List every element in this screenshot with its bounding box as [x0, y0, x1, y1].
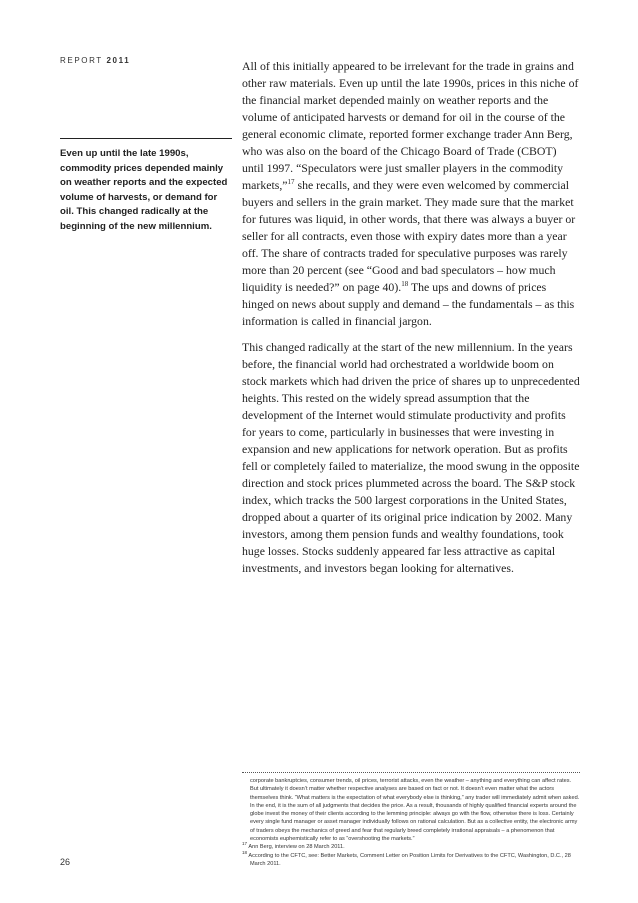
pull-quote: Even up until the late 1990s, commodity prices depended mainly on weather reports and the expected volume of harvests, or demand for oil. This changed radically at the beginning of the new millennium. — [60, 138, 232, 235]
footnote-ref-17: 17 — [287, 178, 295, 187]
footnote-number: 18 — [242, 849, 248, 855]
header-label: REPORT — [60, 56, 103, 65]
paragraph-1-part-c: The ups and downs of prices hinged on news about supply and demand – the fundamentals – as this information is called in financial jargon. — [242, 280, 575, 328]
paragraph-1-part-a: All of this initially appeared to be irrelevant for the trade in grains and other raw materials. Even up until the late 1990s, prices in this niche of the financial market depended mainly on weather reports and the volume of anticipated harvests or demand for oil in the course of the general economic climate, reported former exchange trader Ann Berg, who was also on the board of the Chicago Board of Trade (CBOT) until 1997. “Speculators were just smaller players in the commodity markets,” — [242, 59, 579, 192]
footnote-17 — [242, 843, 580, 851]
paragraph-1 — [242, 58, 580, 330]
footnote-18 — [242, 849, 580, 869]
footnote-continuation: corporate bankruptcies, consumer trends, oil prices, terrorist attacks, even the weather – anything and everything can affect rates. But ultimately it doesn’t matter whether respective analyses are based on fact or not. It doesn’t even matter what the actors themselves think. “What matters is the expectation of what everybody else is thinking,” any trader will immediately admit when asked. In the end, it is the sum of all judgments that decides the price. As a result, thousands of highly qualified financial experts around the globe invest the money of their clients according to the lemming principle: always go with the flow, otherwise there is loss. Certainly every single fund manager or asset manager individually follows on rational calculation. But as a collective entity, the electronic army of traders obeys the mechanics of greed and fear that regularly breed completely irrational appraisals – a phenomenon that economists euphemistically refer to as “overshooting the markets.” — [250, 778, 580, 843]
running-header — [60, 56, 130, 65]
paragraph-1-part-b: she recalls, and they were even welcomed by commercial buyers and sellers in the grain market. They made sure that the market for futures was liquid, in other words, that there was always a buyer or seller for all contracts, even those with expiry dates more than a year off. The share of contracts traded for speculative purposes was rarely more than 20 percent (see “Good and bad speculators – how much liquidity is needed?” on page 40). — [242, 178, 576, 294]
header-year: 2011 — [106, 56, 131, 65]
paragraph-2: This changed radically at the start of the new millennium. In the years before, the financial world had orchestrated a worldwide boom on stock markets which had driven the price of shares up to unprecedented heights. This rested on the widely spread assumption that the development of the Internet would stimulate productivity and profits for years to come, particularly in businesses that were investing in expansion and new applications for network operation. But as profits fell or completely failed to materialize, the mood swung in the opposite direction and stock prices plummeted across the board. The S&P stock index, which tracks the 500 largest corporations in the United States, dropped about a quarter of its original price indication by 2002. Many investors, among them pension funds and wealthy foundations, took huge losses. Stocks suddenly appeared far less attractive as capital investments, and investors began looking for alternatives. — [242, 340, 580, 575]
footnotes — [242, 772, 580, 868]
footnote-ref-18: 18 — [401, 280, 409, 289]
footnote-text: Ann Berg, interview on 28 March 2011. — [248, 844, 345, 851]
page-number: 26 — [60, 857, 71, 867]
footnote-number: 17 — [242, 841, 248, 847]
main-text-column — [242, 58, 580, 586]
footnote-text: According to the CFTC, see: Better Markets, Comment Letter on Position Limits for Derivatives to the CFTC, Washington, D.C., 28 March 2011. — [248, 852, 571, 867]
